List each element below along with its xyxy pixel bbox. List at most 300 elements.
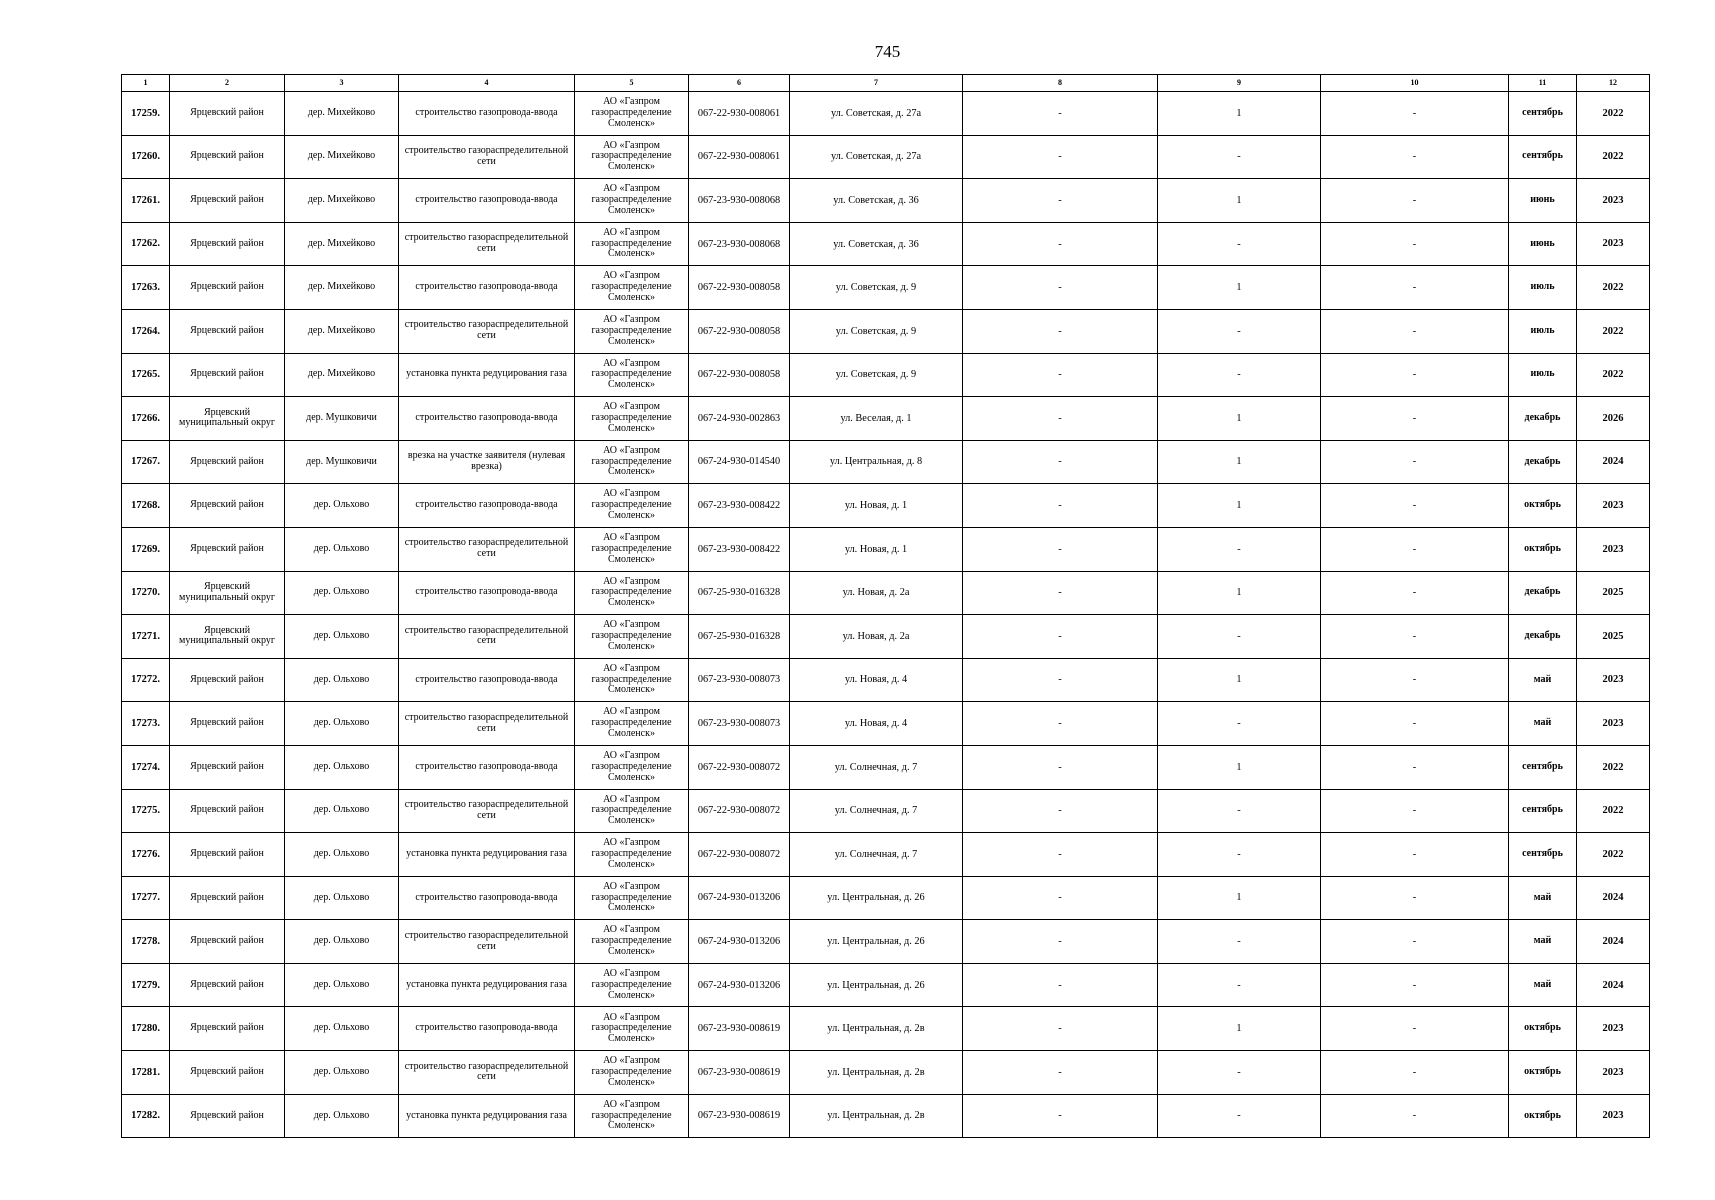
organization-cell [575, 876, 689, 920]
application-code-cell: 067-23-930-008619 [689, 1051, 790, 1095]
application-code-cell: 067-24-930-002863 [689, 397, 790, 441]
organization-line: АО «Газпром [603, 924, 660, 936]
address-cell: ул. Советская, д. 9 [790, 309, 963, 353]
work-type-cell: строительство газораспределительной сети [399, 1051, 575, 1095]
organization-line: АО «Газпром [603, 793, 660, 805]
column-9-cell: - [1158, 527, 1321, 571]
year-cell: 2023 [1577, 1007, 1650, 1051]
column-number: 10 [1321, 75, 1509, 92]
column-9-cell: 1 [1158, 745, 1321, 789]
organization-line: Смоленск» [608, 858, 655, 870]
year-cell: 2023 [1577, 1051, 1650, 1095]
address-cell: ул. Центральная, д. 2в [790, 1094, 963, 1138]
organization-line: газораспределение [591, 935, 672, 947]
settlement-cell: дер. Ольхово [285, 789, 399, 833]
application-code-cell: 067-25-930-016328 [689, 615, 790, 659]
organization-cell [575, 745, 689, 789]
district-cell: Ярцевский район [170, 309, 285, 353]
organization-cell [575, 440, 689, 484]
row-number-cell: 17261. [122, 179, 170, 223]
organization-line: Смоленск» [608, 728, 655, 739]
application-code-cell: 067-23-930-008422 [689, 527, 790, 571]
column-10-cell: - [1321, 1051, 1509, 1095]
application-code-cell: 067-22-930-008061 [689, 92, 790, 136]
organization-cell [575, 920, 689, 964]
table-row [122, 876, 1650, 920]
application-code-cell: 067-24-930-013206 [689, 963, 790, 1007]
column-8-cell: - [963, 397, 1158, 441]
month-cell: октябрь [1509, 484, 1577, 528]
organization-line: АО «Газпром [603, 183, 660, 195]
row-number-cell: 17278. [122, 920, 170, 964]
column-8-cell: - [963, 222, 1158, 266]
column-9-cell: 1 [1158, 1007, 1321, 1051]
settlement-cell: дер. Ольхово [285, 833, 399, 877]
table-row [122, 527, 1650, 571]
column-8-cell: - [963, 527, 1158, 571]
table-row [122, 484, 1650, 528]
organization-line: Смоленск» [608, 553, 655, 565]
application-code-cell: 067-22-930-008058 [689, 309, 790, 353]
district-cell: Ярцевский муниципальный округ [170, 615, 285, 659]
application-code-cell: 067-22-930-008072 [689, 789, 790, 833]
table-row [122, 833, 1650, 877]
organization-line: АО «Газпром [603, 619, 660, 631]
row-number-cell: 17266. [122, 397, 170, 441]
year-cell: 2022 [1577, 92, 1650, 136]
organization-line: газораспределение [591, 978, 672, 990]
district-cell: Ярцевский район [170, 1007, 285, 1051]
organization-line: Смоленск» [608, 510, 655, 522]
organization-line: АО «Газпром [603, 880, 660, 892]
organization-line: АО «Газпром [603, 837, 660, 849]
organization-cell [575, 1007, 689, 1051]
application-code-cell: 067-24-930-013206 [689, 920, 790, 964]
year-cell: 2023 [1577, 1094, 1650, 1138]
district-cell: Ярцевский район [170, 179, 285, 223]
address-cell: ул. Советская, д. 27а [790, 135, 963, 179]
column-10-cell: - [1321, 135, 1509, 179]
organization-cell [575, 1094, 689, 1138]
column-10-cell: - [1321, 571, 1509, 615]
settlement-cell: дер. Ольхово [285, 702, 399, 746]
row-number-cell: 17282. [122, 1094, 170, 1138]
month-cell: май [1509, 920, 1577, 964]
work-type-cell: установка пункта редуцирования газа [399, 833, 575, 877]
organization-line: газораспределение [591, 412, 672, 424]
work-type-cell: строительство газораспределительной сети [399, 527, 575, 571]
year-cell: 2023 [1577, 527, 1650, 571]
work-type-cell: строительство газопровода-ввода [399, 745, 575, 789]
column-number: 9 [1158, 75, 1321, 92]
application-code-cell: 067-24-930-013206 [689, 876, 790, 920]
organization-line: газораспределение [591, 1022, 672, 1034]
organization-line: АО «Газпром [603, 1098, 660, 1110]
organization-line: газораспределение [591, 804, 672, 816]
organization-line: Смоленск» [608, 466, 655, 478]
district-cell: Ярцевский район [170, 440, 285, 484]
organization-line: Смоленск» [608, 422, 655, 434]
organization-line: газораспределение [591, 281, 672, 293]
organization-line: газораспределение [591, 673, 672, 685]
work-type-cell: строительство газопровода-ввода [399, 397, 575, 441]
work-type-cell: строительство газопровода-ввода [399, 571, 575, 615]
column-8-cell: - [963, 1007, 1158, 1051]
organization-line: АО «Газпром [603, 488, 660, 500]
year-cell: 2024 [1577, 920, 1650, 964]
month-cell: сентябрь [1509, 833, 1577, 877]
address-cell: ул. Советская, д. 36 [790, 222, 963, 266]
settlement-cell: дер. Михейково [285, 266, 399, 310]
column-10-cell: - [1321, 527, 1509, 571]
column-9-cell: - [1158, 1051, 1321, 1095]
work-type-cell: строительство газопровода-ввода [399, 484, 575, 528]
organization-line: газораспределение [591, 106, 672, 118]
column-10-cell: - [1321, 309, 1509, 353]
work-type-cell: строительство газораспределительной сети [399, 222, 575, 266]
column-number: 2 [170, 75, 285, 92]
column-number: 4 [399, 75, 575, 92]
year-cell: 2024 [1577, 876, 1650, 920]
organization-line: АО «Газпром [603, 575, 660, 587]
column-10-cell: - [1321, 658, 1509, 702]
address-cell: ул. Центральная, д. 26 [790, 963, 963, 1007]
address-cell: ул. Веселая, д. 1 [790, 397, 963, 441]
organization-cell [575, 615, 689, 659]
district-cell: Ярцевский район [170, 1094, 285, 1138]
year-cell: 2022 [1577, 353, 1650, 397]
application-code-cell: 067-23-930-008073 [689, 702, 790, 746]
address-cell: ул. Новая, д. 4 [790, 702, 963, 746]
address-cell: ул. Новая, д. 1 [790, 527, 963, 571]
column-number: 8 [963, 75, 1158, 92]
organization-line: АО «Газпром [603, 401, 660, 413]
column-9-cell: - [1158, 353, 1321, 397]
table-row [122, 658, 1650, 702]
table-row [122, 353, 1650, 397]
column-10-cell: - [1321, 789, 1509, 833]
work-type-cell: установка пункта редуцирования газа [399, 963, 575, 1007]
row-number-cell: 17259. [122, 92, 170, 136]
settlement-cell: дер. Ольхово [285, 571, 399, 615]
year-cell: 2023 [1577, 658, 1650, 702]
column-10-cell: - [1321, 920, 1509, 964]
settlement-cell: дер. Ольхово [285, 963, 399, 1007]
organization-cell [575, 309, 689, 353]
year-cell: 2022 [1577, 789, 1650, 833]
column-10-cell: - [1321, 702, 1509, 746]
column-9-cell: - [1158, 309, 1321, 353]
organization-line: Смоленск» [608, 117, 655, 129]
settlement-cell: дер. Ольхово [285, 920, 399, 964]
column-9-cell: - [1158, 222, 1321, 266]
organization-cell [575, 222, 689, 266]
settlement-cell: дер. Ольхово [285, 484, 399, 528]
organization-line: Смоленск» [608, 1120, 655, 1132]
work-type-cell: строительство газораспределительной сети [399, 135, 575, 179]
address-cell: ул. Центральная, д. 26 [790, 920, 963, 964]
organization-cell [575, 658, 689, 702]
work-type-cell: строительство газопровода-ввода [399, 1007, 575, 1051]
column-number: 1 [122, 75, 170, 92]
application-code-cell: 067-22-930-008072 [689, 833, 790, 877]
column-8-cell: - [963, 1051, 1158, 1095]
row-number-cell: 17267. [122, 440, 170, 484]
column-10-cell: - [1321, 615, 1509, 659]
column-number: 7 [790, 75, 963, 92]
organization-cell [575, 179, 689, 223]
settlement-cell: дер. Ольхово [285, 1007, 399, 1051]
month-cell: июль [1509, 353, 1577, 397]
column-10-cell: - [1321, 397, 1509, 441]
column-8-cell: - [963, 571, 1158, 615]
organization-line: Смоленск» [608, 945, 655, 957]
work-type-cell: строительство газопровода-ввода [399, 266, 575, 310]
table-row [122, 789, 1650, 833]
settlement-cell: дер. Михейково [285, 92, 399, 136]
district-cell: Ярцевский район [170, 222, 285, 266]
organization-cell [575, 484, 689, 528]
district-cell: Ярцевский район [170, 833, 285, 877]
column-9-cell: 1 [1158, 484, 1321, 528]
organization-line: АО «Газпром [603, 706, 660, 718]
address-cell: ул. Новая, д. 2а [790, 571, 963, 615]
organization-line: газораспределение [591, 1109, 672, 1121]
table-row [122, 920, 1650, 964]
organization-line: Смоленск» [608, 684, 655, 696]
column-9-cell: - [1158, 963, 1321, 1007]
column-number: 11 [1509, 75, 1577, 92]
row-number-cell: 17270. [122, 571, 170, 615]
column-8-cell: - [963, 702, 1158, 746]
address-cell: ул. Советская, д. 9 [790, 353, 963, 397]
organization-cell [575, 1051, 689, 1095]
column-9-cell: - [1158, 615, 1321, 659]
month-cell: июль [1509, 309, 1577, 353]
settlement-cell: дер. Ольхово [285, 615, 399, 659]
column-8-cell: - [963, 963, 1158, 1007]
address-cell: ул. Советская, д. 27а [790, 92, 963, 136]
row-number-cell: 17260. [122, 135, 170, 179]
organization-line: АО «Газпром [603, 139, 660, 151]
district-cell: Ярцевский район [170, 963, 285, 1007]
month-cell: октябрь [1509, 1007, 1577, 1051]
organization-line: Смоленск» [608, 640, 655, 652]
organization-line: газораспределение [591, 891, 672, 903]
column-9-cell: - [1158, 833, 1321, 877]
column-10-cell: - [1321, 1007, 1509, 1051]
page-number: 745 [874, 42, 901, 61]
year-cell: 2022 [1577, 266, 1650, 310]
organization-cell [575, 92, 689, 136]
row-number-cell: 17281. [122, 1051, 170, 1095]
district-cell: Ярцевский район [170, 658, 285, 702]
table-row [122, 309, 1650, 353]
organization-line: газораспределение [591, 455, 672, 467]
register-rows [122, 92, 1650, 1138]
settlement-cell: дер. Михейково [285, 309, 399, 353]
address-cell: ул. Новая, д. 1 [790, 484, 963, 528]
organization-cell [575, 135, 689, 179]
settlement-cell: дер. Ольхово [285, 1094, 399, 1138]
column-10-cell: - [1321, 92, 1509, 136]
organization-line: АО «Газпром [603, 270, 660, 282]
year-cell: 2024 [1577, 440, 1650, 484]
year-cell: 2026 [1577, 397, 1650, 441]
column-number: 3 [285, 75, 399, 92]
column-9-cell: 1 [1158, 397, 1321, 441]
column-10-cell: - [1321, 833, 1509, 877]
row-number-cell: 17275. [122, 789, 170, 833]
table-row [122, 1007, 1650, 1051]
organization-line: газораспределение [591, 194, 672, 206]
organization-line: АО «Газпром [603, 444, 660, 456]
month-cell: сентябрь [1509, 789, 1577, 833]
organization-line: АО «Газпром [603, 96, 660, 108]
row-number-cell: 17271. [122, 615, 170, 659]
row-number-cell: 17265. [122, 353, 170, 397]
district-cell: Ярцевский муниципальный округ [170, 397, 285, 441]
address-cell: ул. Центральная, д. 26 [790, 876, 963, 920]
column-8-cell: - [963, 135, 1158, 179]
month-cell: октябрь [1509, 527, 1577, 571]
month-cell: сентябрь [1509, 745, 1577, 789]
organization-line: АО «Газпром [603, 1055, 660, 1067]
work-type-cell: строительство газопровода-ввода [399, 658, 575, 702]
column-8-cell: - [963, 745, 1158, 789]
column-9-cell: 1 [1158, 92, 1321, 136]
column-10-cell: - [1321, 179, 1509, 223]
month-cell: июнь [1509, 179, 1577, 223]
column-8-cell: - [963, 615, 1158, 659]
work-type-cell: строительство газопровода-ввода [399, 179, 575, 223]
organization-cell [575, 353, 689, 397]
application-code-cell: 067-22-930-008061 [689, 135, 790, 179]
year-cell: 2022 [1577, 135, 1650, 179]
organization-line: Смоленск» [608, 335, 655, 347]
column-9-cell: - [1158, 702, 1321, 746]
work-type-cell: строительство газораспределительной сети [399, 615, 575, 659]
month-cell: октябрь [1509, 1051, 1577, 1095]
year-cell: 2023 [1577, 179, 1650, 223]
district-cell: Ярцевский район [170, 745, 285, 789]
district-cell: Ярцевский район [170, 789, 285, 833]
table-row [122, 440, 1650, 484]
district-cell: Ярцевский район [170, 702, 285, 746]
address-cell: ул. Центральная, д. 8 [790, 440, 963, 484]
organization-line: АО «Газпром [603, 967, 660, 979]
row-number-cell: 17280. [122, 1007, 170, 1051]
address-cell: ул. Центральная, д. 2в [790, 1007, 963, 1051]
row-number-cell: 17273. [122, 702, 170, 746]
application-code-cell: 067-22-930-008058 [689, 266, 790, 310]
address-cell: ул. Солнечная, д. 7 [790, 789, 963, 833]
organization-line: Смоленск» [608, 161, 655, 173]
month-cell: сентябрь [1509, 92, 1577, 136]
column-10-cell: - [1321, 963, 1509, 1007]
organization-cell [575, 702, 689, 746]
gasification-register-table [121, 74, 1650, 1138]
column-10-cell: - [1321, 266, 1509, 310]
column-9-cell: 1 [1158, 658, 1321, 702]
application-code-cell: 067-22-930-008058 [689, 353, 790, 397]
organization-line: Смоленск» [608, 204, 655, 216]
organization-line: газораспределение [591, 499, 672, 511]
district-cell: Ярцевский муниципальный округ [170, 571, 285, 615]
column-9-cell: - [1158, 1094, 1321, 1138]
row-number-cell: 17279. [122, 963, 170, 1007]
column-9-cell: - [1158, 135, 1321, 179]
organization-cell [575, 833, 689, 877]
organization-line: Смоленск» [608, 902, 655, 914]
organization-line: газораспределение [591, 630, 672, 642]
organization-cell [575, 571, 689, 615]
year-cell: 2022 [1577, 745, 1650, 789]
month-cell: декабрь [1509, 615, 1577, 659]
organization-line: газораспределение [591, 542, 672, 554]
year-cell: 2022 [1577, 309, 1650, 353]
column-8-cell: - [963, 658, 1158, 702]
organization-line: Смоленск» [608, 379, 655, 391]
settlement-cell: дер. Мушковичи [285, 440, 399, 484]
application-code-cell: 067-23-930-008619 [689, 1094, 790, 1138]
row-number-cell: 17269. [122, 527, 170, 571]
application-code-cell: 067-23-930-008619 [689, 1007, 790, 1051]
district-cell: Ярцевский район [170, 527, 285, 571]
column-10-cell: - [1321, 876, 1509, 920]
month-cell: декабрь [1509, 440, 1577, 484]
organization-line: АО «Газпром [603, 314, 660, 326]
district-cell: Ярцевский район [170, 266, 285, 310]
column-9-cell: - [1158, 789, 1321, 833]
district-cell: Ярцевский район [170, 135, 285, 179]
table-row [122, 571, 1650, 615]
column-8-cell: - [963, 309, 1158, 353]
organization-cell [575, 527, 689, 571]
district-cell: Ярцевский район [170, 353, 285, 397]
work-type-cell: строительство газопровода-ввода [399, 92, 575, 136]
organization-line: Смоленск» [608, 1033, 655, 1045]
year-cell: 2022 [1577, 833, 1650, 877]
column-8-cell: - [963, 179, 1158, 223]
column-8-cell: - [963, 92, 1158, 136]
table-row [122, 963, 1650, 1007]
month-cell: октябрь [1509, 1094, 1577, 1138]
column-9-cell: 1 [1158, 266, 1321, 310]
organization-line: АО «Газпром [603, 750, 660, 761]
column-9-cell: 1 [1158, 571, 1321, 615]
organization-line: АО «Газпром [603, 357, 660, 369]
column-8-cell: - [963, 876, 1158, 920]
work-type-cell: врезка на участке заявителя (нулевая врезка) [399, 440, 575, 484]
organization-line: Смоленск» [608, 292, 655, 304]
organization-cell [575, 397, 689, 441]
month-cell: май [1509, 658, 1577, 702]
settlement-cell: дер. Михейково [285, 135, 399, 179]
table-row [122, 615, 1650, 659]
month-cell: май [1509, 963, 1577, 1007]
column-8-cell: - [963, 353, 1158, 397]
application-code-cell: 067-22-930-008072 [689, 745, 790, 789]
column-9-cell: - [1158, 920, 1321, 964]
application-code-cell: 067-24-930-014540 [689, 440, 790, 484]
year-cell: 2023 [1577, 702, 1650, 746]
application-code-cell: 067-23-930-008073 [689, 658, 790, 702]
address-cell: ул. Центральная, д. 2в [790, 1051, 963, 1095]
row-number-cell: 17262. [122, 222, 170, 266]
column-9-cell: 1 [1158, 876, 1321, 920]
application-code-cell: 067-23-930-008068 [689, 179, 790, 223]
